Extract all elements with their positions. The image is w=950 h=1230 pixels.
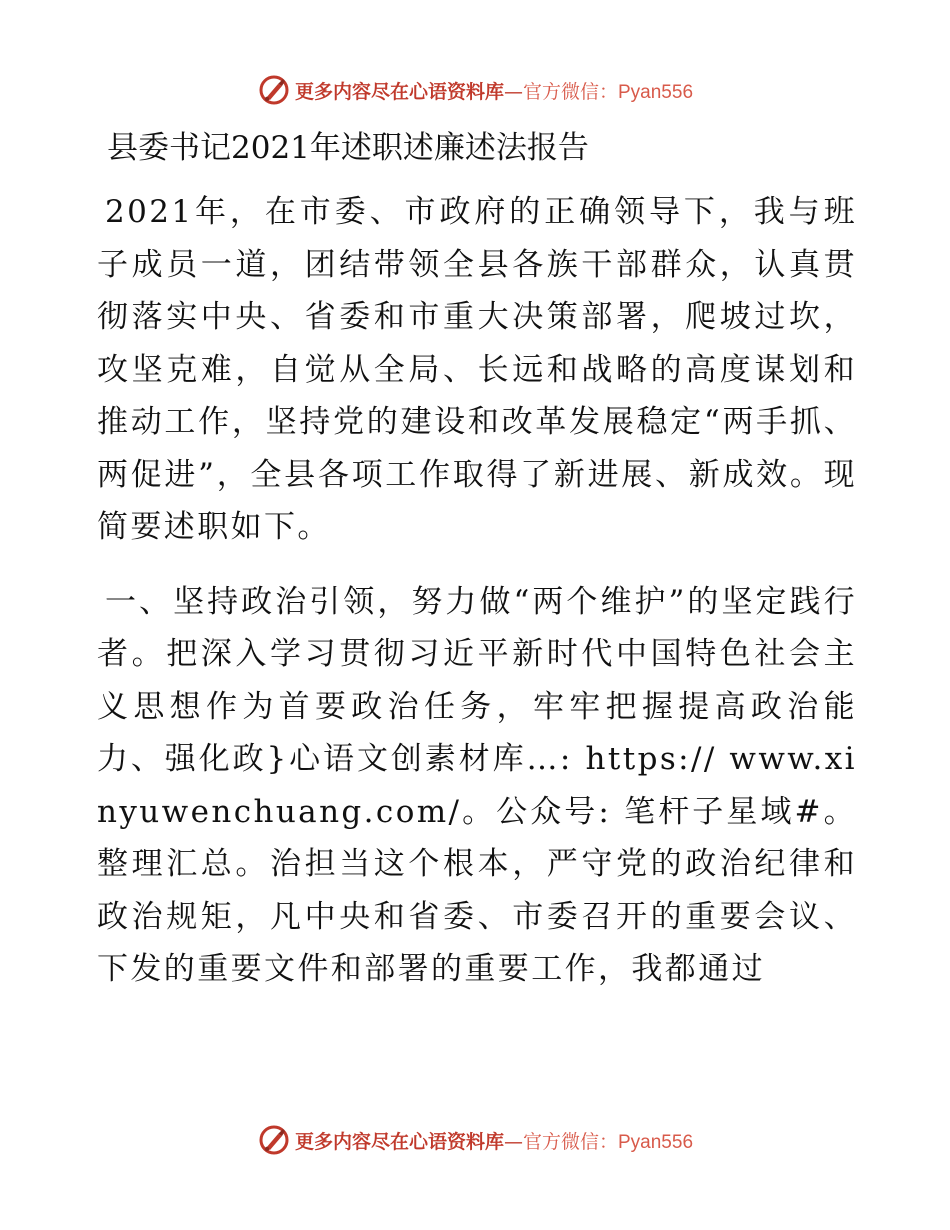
banner-contact-label: 官方微信：	[522, 80, 618, 103]
paragraph-intro: 2021年，在市委、市政府的正确领导下，我与班子成员一道，团结带领全县各族干部群众，认真贯彻落实中央、省委和市重大决策部署，爬坡过坎，攻坚克难，自觉从全局、长远和战略的高度谋划和推动工作，坚持党的建设和改革发展稳定“两手抓、两促进”，全县各项工作取得了新进展、新成效。现简要述职如下。	[97, 194, 857, 545]
document-body	[97, 122, 857, 1006]
banner-main-text: 更多内容尽在心语资料库	[294, 80, 504, 103]
banner-separator: —	[503, 80, 523, 103]
document-title: 县委书记2021年述职述廉述法报告	[107, 130, 589, 166]
banner-contact-label: 官方微信：	[522, 1130, 618, 1153]
header-watermark-banner	[0, 70, 950, 110]
banner-separator: —	[503, 1130, 523, 1153]
pen-logo-icon	[257, 73, 291, 107]
banner-main-text: 更多内容尽在心语资料库	[294, 1130, 504, 1153]
pen-logo-icon	[257, 1123, 291, 1157]
paragraph-section-one: 一、坚持政治引领，努力做“两个维护”的坚定践行者。把深入学习贯彻习近平新时代中国特色社会主义思想作为首要政治任务，牢牢把握提高政治能力、强化政}心语文创素材库…: https:// www.xinyuwenchuang.com/。公众号: 笔杆子星域#。整理汇总。治担当这个根本，严守党的政治纪律和政治规矩，凡中央和省委、市委召开的重要会议、下发的重要文件和部署的重要工作，我都通过	[97, 583, 857, 987]
banner-wechat-id: Pyan556	[618, 81, 694, 103]
footer-watermark-banner	[0, 1120, 950, 1160]
banner-wechat-id: Pyan556	[618, 1131, 694, 1153]
